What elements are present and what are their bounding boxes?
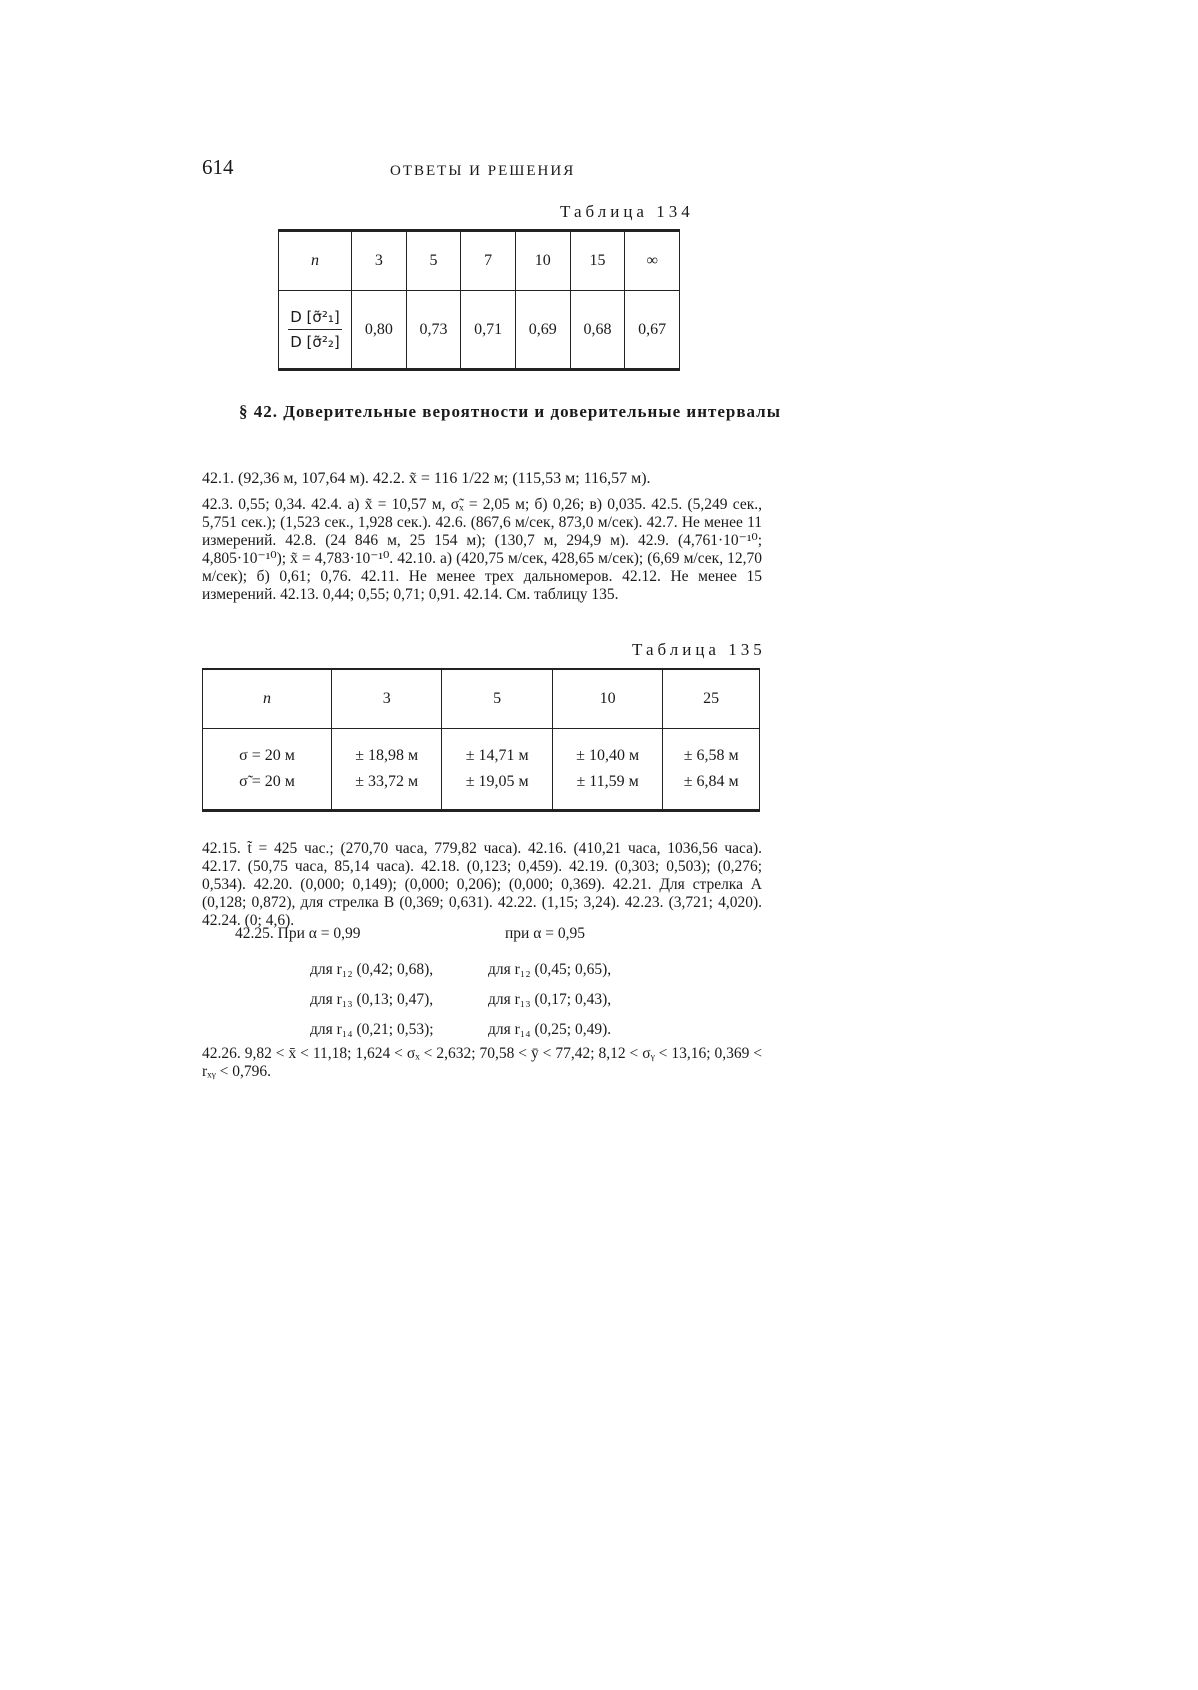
page-number: 614 xyxy=(202,155,234,179)
row-left: для r₁₄ (0,21; 0,53); xyxy=(310,1021,434,1038)
table-135-cell xyxy=(442,729,552,811)
correlation-row xyxy=(310,955,611,985)
table-134 xyxy=(278,229,680,371)
table-134-cell: 0,68 xyxy=(570,291,625,370)
table-135 xyxy=(202,668,760,812)
table-134-col: ∞ xyxy=(625,231,680,291)
row-right: для r₁₃ (0,17; 0,43), xyxy=(488,991,612,1008)
table-134-row-label xyxy=(279,291,352,370)
value-sigma-tilde: ± 19,05 м xyxy=(465,773,529,790)
table-135-caption: Таблица 135 xyxy=(632,640,766,659)
table-134-col: 10 xyxy=(515,231,570,291)
table-135-col: 5 xyxy=(442,669,552,729)
answer-4225-lead: 42.25. При α = 0,99 xyxy=(235,925,361,942)
row-right: для r₁₄ (0,25; 0,49). xyxy=(488,1021,612,1038)
table-134-header-label: n xyxy=(279,231,352,291)
row-right: для r₁₂ (0,45; 0,65), xyxy=(488,961,612,978)
row-left: для r₁₃ (0,13; 0,47), xyxy=(310,991,434,1008)
sigma-tilde-label: σ̃ = 20 м xyxy=(239,773,295,790)
table-134-cell: 0,67 xyxy=(625,291,680,370)
correlation-row xyxy=(310,1015,611,1045)
table-134-cell: 0,73 xyxy=(406,291,461,370)
table-134-cell: 0,71 xyxy=(461,291,516,370)
answers-paragraph-3: 42.15. t̃ = 425 час.; (270,70 часа, 779,82 часа). 42.16. (410,21 часа, 1036,56 часа). 42.17. (50,75 часа, 85,14 часа). 42.18. (0,123; 0,459). 42.19. (0,303; 0,503); (0,276; 0,534). 42.20. (0,000; 0,149); (0,000; 0,206); (0,000; 0,369). 42.21. Для стрелка A (0,128; 0,872), для стрелка B (0,369; 0,631). 42.22. (1,15; 3,24). 42.23. (3,721; 4,020). 42.24. (0; 4,6). xyxy=(202,840,762,929)
table-134-col: 5 xyxy=(406,231,461,291)
sigma-label: σ = 20 м xyxy=(239,747,295,764)
answers-paragraph-1: 42.1. (92,36 м, 107,64 м). 42.2. x̃ = 116 1/22 м; (115,53 м; 116,57 м). xyxy=(202,470,651,487)
value-sigma-tilde: ± 11,59 м xyxy=(576,773,639,790)
correlation-row xyxy=(310,985,611,1015)
table-135-row-label xyxy=(203,729,332,811)
table-135-col: 25 xyxy=(663,669,760,729)
table-135-cell xyxy=(663,729,760,811)
table-134-col: 3 xyxy=(352,231,407,291)
value-sigma-tilde: ± 6,84 м xyxy=(683,773,739,790)
table-135-cell xyxy=(332,729,442,811)
value-sigma: ± 18,98 м xyxy=(355,747,419,764)
value-sigma-tilde: ± 33,72 м xyxy=(355,773,419,790)
answers-paragraph-4: 42.26. 9,82 < x̄ < 11,18; 1,624 < σₓ < 2,632; 70,58 < ȳ < 77,42; 8,12 < σᵧ < 13,16; 0,369 < rₓᵧ < 0,796. xyxy=(202,1045,762,1080)
table-135-col: 10 xyxy=(552,669,662,729)
table-135-header-label: n xyxy=(203,669,332,729)
answer-4225-rows xyxy=(310,955,611,1045)
row-left: для r₁₂ (0,42; 0,68), xyxy=(310,961,434,978)
table-134-col: 15 xyxy=(570,231,625,291)
table-134-caption: Таблица 134 xyxy=(560,202,694,221)
table-134-col: 7 xyxy=(461,231,516,291)
section-title: § 42. Доверительные вероятности и доверительные интервалы xyxy=(239,402,781,421)
value-sigma: ± 10,40 м xyxy=(576,747,640,764)
fraction-numerator: D [σ̃²₁] xyxy=(288,308,342,330)
value-sigma: ± 14,71 м xyxy=(465,747,529,764)
fraction-denominator: D [σ̃²₂] xyxy=(290,333,340,351)
table-134-cell: 0,69 xyxy=(515,291,570,370)
table-135-col: 3 xyxy=(332,669,442,729)
table-134-cell: 0,80 xyxy=(352,291,407,370)
value-sigma: ± 6,58 м xyxy=(683,747,739,764)
answer-4225-alt: при α = 0,95 xyxy=(505,925,585,942)
variance-ratio-fraction xyxy=(288,308,342,351)
answers-paragraph-2: 42.3. 0,55; 0,34. 42.4. а) x̃ = 10,57 м, σ̃ₓ = 2,05 м; б) 0,26; в) 0,035. 42.5. (5,249 сек., 5,751 сек.); (1,523 сек., 1,928 сек.). 42.6. (867,6 м/сек, 873,0 м/сек). 42.7. Не менее 11 измерений. 42.8. (24 846 м, 25 154 м); (130,7 м, 294,9 м). 42.9. (4,761·10⁻¹⁰; 4,805·10⁻¹⁰); x̃ = 4,783·10⁻¹⁰. 42.10. а) (420,75 м/сек, 428,65 м/сек); (6,69 м/сек, 12,70 м/сек); б) 0,61; 0,76. 42.11. Не менее трех дальномеров. 42.12. Не менее 15 измерений. 42.13. 0,44; 0,55; 0,71; 0,91. 42.14. См. таблицу 135. xyxy=(202,496,762,603)
running-header: ОТВЕТЫ И РЕШЕНИЯ xyxy=(390,163,576,179)
table-135-cell xyxy=(552,729,662,811)
